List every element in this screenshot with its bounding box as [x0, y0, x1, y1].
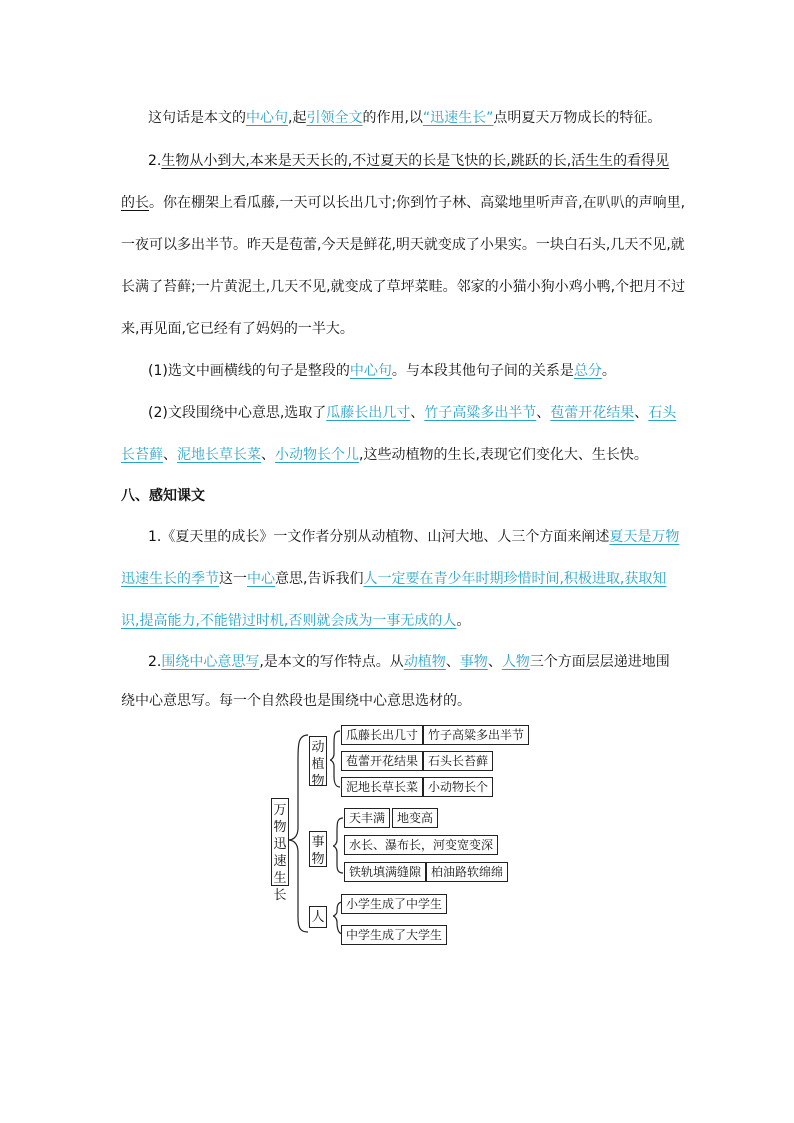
- q2-answer-2: 竹子高粱多出半节: [424, 405, 537, 421]
- s8-2-answer-3: 事物: [459, 654, 488, 670]
- brace-group-1: [330, 731, 340, 787]
- s8-2-text-1: ,是本文的写作特点。从: [259, 654, 404, 670]
- diagram-item: 天丰满: [344, 808, 390, 828]
- s8-1-text-1: 1.《夏天里的成长》一文作者分别从动植物、山河大地、人三个方面来阐述: [148, 529, 610, 545]
- s8-1-answer-2: 中心: [247, 571, 275, 587]
- s8-2-number: 2.: [148, 654, 162, 670]
- diagram-item: 小学生成了中学生: [341, 894, 447, 914]
- q2-answer-4a: 石头: [648, 405, 677, 421]
- s8-1-answer-3b: 识,提高能力,不能错过时机,否则就会成为一事无成的人: [121, 613, 457, 629]
- q2-text-1: (2)文段围绕中心意思,选取了: [148, 405, 327, 421]
- p2-underlined-end: 的长: [121, 195, 149, 211]
- q1-text-1: (1)选文中画横线的句子是整段的: [148, 363, 350, 379]
- diagram-item: 苞蕾开花结果: [341, 751, 423, 771]
- diagram-item: 柏油路软绵绵: [426, 862, 508, 882]
- q2-text-2: ,这些动植物的生长,表现它们变化大、生长快。: [359, 447, 648, 463]
- root-brace: [288, 735, 308, 932]
- p2-text-2: 。你在棚架上看瓜藤,一天可以长出几寸;你到竹子林、高粱地里听声音,在叭叭的声响里,: [149, 195, 686, 211]
- p1-text-1: 这句话是本文的: [148, 110, 246, 126]
- diagram-item: 铁轨填满缝隙: [344, 862, 426, 882]
- s8-item2-line-2: 绕中心意思写。每一个自然段也是围绕中心意思选材的。: [121, 693, 471, 709]
- diagram-item: 竹子高粱多出半节: [423, 725, 529, 745]
- q2-answer-6: 小动物长个儿: [275, 447, 359, 463]
- s8-1-text-3: 意思,告诉我们: [275, 571, 364, 587]
- p2-number: 2.: [148, 153, 162, 169]
- answer-rapid-growth: “迅速生长”: [422, 110, 494, 126]
- root-node: 万物迅速生长: [271, 798, 289, 886]
- q2-answer-5: 泥地长草长菜: [177, 447, 261, 463]
- group-label-plants-animals: 动植物: [309, 736, 327, 786]
- diagram-item: 石头长苔藓: [423, 751, 493, 771]
- s8-1-answer-1a: 夏天是万物: [609, 529, 680, 545]
- q2-sep-3: 、: [634, 405, 649, 421]
- diagram-item: 瓜藤长出几寸: [341, 725, 423, 745]
- brace-group-2: [333, 818, 343, 873]
- q1-answer-1: 中心句: [349, 363, 392, 379]
- p1-text-3: 的作用,以: [362, 110, 423, 126]
- section-heading: 八、感知课文: [121, 488, 205, 504]
- diagram-item: 地变高: [392, 808, 438, 828]
- q2-answer-3: 苞蕾开花结果: [550, 405, 635, 421]
- answer-lead-full-text: 引领全文: [306, 110, 363, 126]
- s8-1-answer-1b: 迅速生长的季节: [121, 571, 219, 587]
- group-label-things: 事物: [309, 831, 327, 867]
- s8-1-answer-3a: 人一定要在青少年时期珍惜时间,积极进取,获取知: [363, 571, 667, 587]
- s8-1-text-2: 这一: [219, 571, 247, 587]
- q1-text-3: 。: [601, 363, 616, 379]
- s8-2-sep-1: 、: [445, 654, 460, 670]
- p1-text-2: ,起: [288, 110, 307, 126]
- p2-line-4: 长满了苔藓;一片黄泥土,几天不见,就变成了草坪菜畦。邻家的小猫小狗小鸡小鸭,个把月不过: [121, 279, 686, 295]
- group-label-people: 人: [309, 906, 327, 928]
- s8-2-answer-2: 动植物: [403, 654, 446, 670]
- diagram-item: 水长、瀑布长，河变宽变深: [344, 835, 498, 855]
- q2-sep-1: 、: [410, 405, 425, 421]
- q2-sep-2: 、: [536, 405, 551, 421]
- s8-2-answer-4: 人物: [501, 654, 530, 670]
- p1-text-4: 点明夏天万物成长的特征。: [493, 110, 662, 126]
- diagram-item: 中学生成了大学生: [341, 925, 447, 945]
- s8-1-text-4: 。: [456, 613, 471, 629]
- q2-sep-5: 、: [261, 447, 275, 463]
- p2-line-5: 来,再见面,它已经有了妈妈的一半大。: [121, 321, 354, 337]
- q1-answer-2: 总分: [573, 363, 602, 379]
- q2-answer-1: 瓜藤长出几寸: [326, 405, 411, 421]
- q2-answer-4b: 长苔藓: [121, 447, 163, 463]
- s8-2-answer-1: 围绕中心意思写: [161, 654, 260, 670]
- diagram-item: 小动物长个: [423, 777, 493, 797]
- answer-central-sentence: 中心句: [246, 110, 288, 126]
- q2-sep-4: 、: [163, 447, 177, 463]
- p2-line-3: 一夜可以多出半节。昨天是苞蕾,今天是鲜花,明天就变成了小果实。一块白石头,几天不见,就: [121, 237, 685, 253]
- s8-2-text-2: 三个方面层层递进地围: [529, 654, 670, 670]
- q1-text-2: 。与本段其他句子间的关系是: [391, 363, 574, 379]
- diagram-item: 泥地长草长菜: [341, 777, 423, 797]
- p2-underlined-sentence: 生物从小到大,本来是天天长的,不过夏天的长是飞快的长,跳跃的长,活生生的看得见: [161, 153, 670, 169]
- s8-2-sep-2: 、: [487, 654, 502, 670]
